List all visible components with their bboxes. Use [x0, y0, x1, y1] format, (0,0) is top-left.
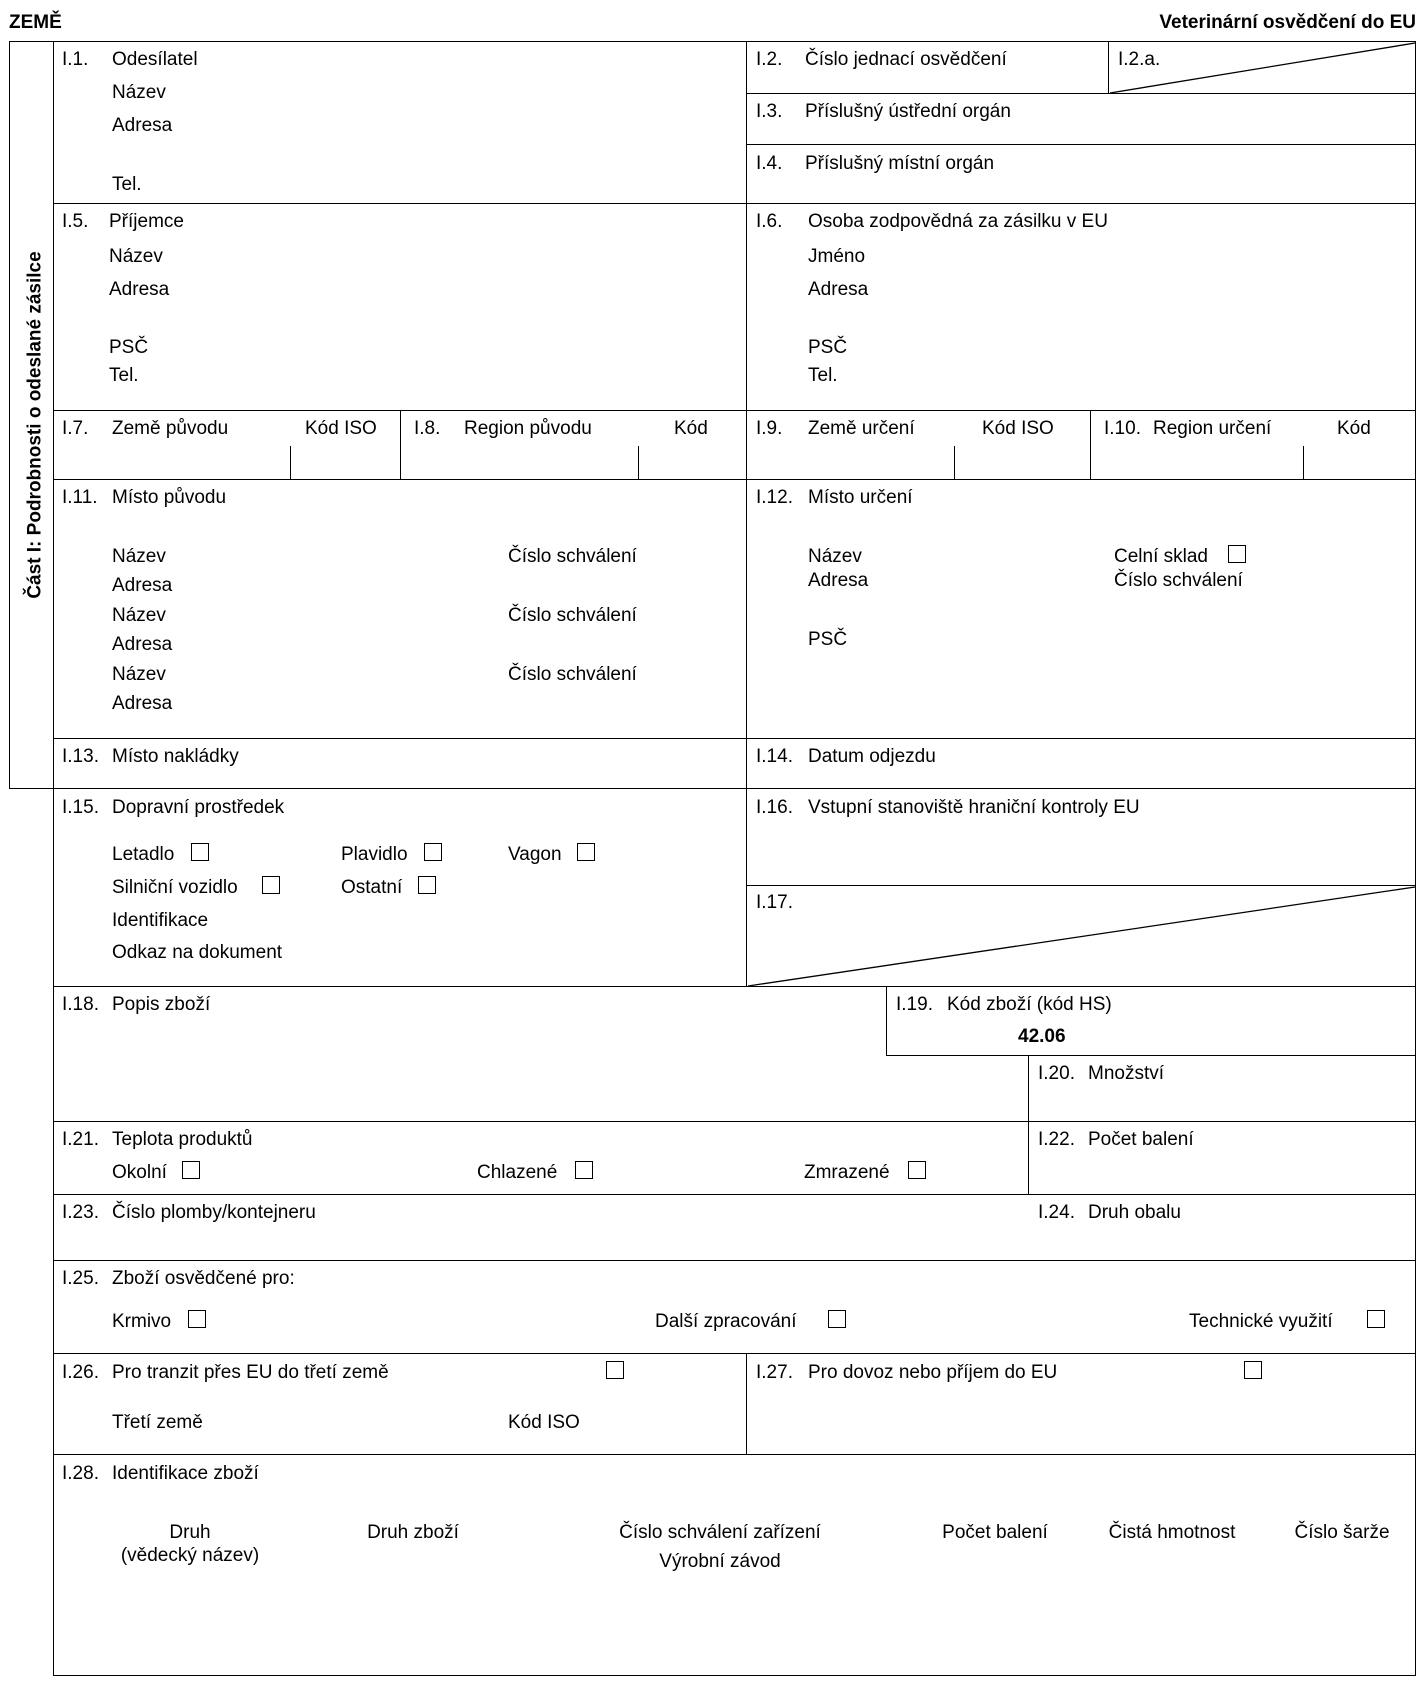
- field-number: I.7.: [62, 418, 89, 439]
- other-transport-label: Ostatní: [341, 877, 403, 898]
- document-reference-label: Odkaz na dokument: [112, 942, 283, 963]
- field-number: I.10.: [1104, 418, 1141, 439]
- country-of-origin-label: Země původu: [112, 418, 229, 439]
- feed-checkbox[interactable]: [188, 1310, 206, 1328]
- name-label: Název: [808, 546, 862, 567]
- seal-container-label: Číslo plomby/kontejneru: [112, 1202, 316, 1223]
- road-vehicle-checkbox[interactable]: [262, 876, 280, 894]
- field-number: I.28.: [62, 1463, 99, 1484]
- field-number-i2a: I.2.a.: [1118, 49, 1161, 70]
- name-label: Název: [112, 664, 166, 685]
- chilled-checkbox[interactable]: [575, 1161, 593, 1179]
- field-number: I.23.: [62, 1202, 99, 1223]
- code-label: Kód: [674, 418, 708, 439]
- ambient-checkbox[interactable]: [182, 1161, 200, 1179]
- iso-code-label: Kód ISO: [508, 1412, 580, 1433]
- local-authority-label: Příslušný místní orgán: [805, 153, 995, 174]
- field-number: I.15.: [62, 797, 99, 818]
- name-label: Název: [112, 82, 166, 103]
- region-of-origin-label: Region původu: [464, 418, 592, 439]
- country-label: ZEMĚ: [9, 12, 62, 33]
- aircraft-checkbox[interactable]: [191, 843, 209, 861]
- consignee-label: Příjemce: [109, 211, 184, 232]
- tel-label: Tel.: [109, 365, 139, 386]
- field-number: I.20.: [1038, 1063, 1075, 1084]
- postcode-label: PSČ: [109, 337, 149, 358]
- column-approval-number: Číslo schválení zařízení: [619, 1522, 821, 1543]
- address-label: Adresa: [112, 693, 173, 714]
- field-number: I.9.: [756, 418, 783, 439]
- chilled-label: Chlazené: [477, 1162, 558, 1183]
- tel-label: Tel.: [112, 174, 142, 195]
- wagon-label: Vagon: [508, 844, 562, 865]
- address-label: Adresa: [112, 115, 173, 136]
- region-of-destination-label: Region určení: [1153, 418, 1272, 439]
- responsible-person-label: Osoba zodpovědná za zásilku v EU: [808, 211, 1108, 232]
- field-number: I.21.: [62, 1129, 99, 1150]
- column-nature-of-commodity: Druh zboží: [367, 1522, 459, 1543]
- further-processing-label: Další zpracování: [655, 1311, 797, 1332]
- address-label: Adresa: [808, 570, 869, 591]
- quantity-label: Množství: [1088, 1063, 1165, 1084]
- address-label: Adresa: [109, 279, 170, 300]
- import-admission-label: Pro dovoz nebo příjem do EU: [808, 1362, 1058, 1383]
- third-country-label: Třetí země: [112, 1412, 203, 1433]
- further-processing-checkbox[interactable]: [828, 1310, 846, 1328]
- commodity-code-label: Kód zboží (kód HS): [947, 994, 1112, 1015]
- address-label: Adresa: [112, 634, 173, 655]
- field-number: I.22.: [1038, 1129, 1075, 1150]
- date-of-departure-label: Datum odjezdu: [808, 746, 936, 767]
- frozen-checkbox[interactable]: [908, 1161, 926, 1179]
- field-number: I.11.: [62, 487, 98, 508]
- number-of-packages-label: Počet balení: [1088, 1129, 1194, 1150]
- customs-warehouse-label: Celní sklad: [1114, 546, 1208, 567]
- field-number: I.27.: [756, 1362, 793, 1383]
- field-number: I.26.: [62, 1362, 99, 1383]
- field-number: I.3.: [756, 101, 783, 122]
- other-transport-checkbox[interactable]: [418, 876, 436, 894]
- central-authority-label: Příslušný ústřední orgán: [805, 101, 1011, 122]
- approval-number-label: Číslo schválení: [508, 664, 637, 685]
- identification-label: Identifikace: [112, 910, 209, 931]
- field-number: I.13.: [62, 746, 99, 767]
- column-net-weight: Čistá hmotnost: [1108, 1522, 1236, 1543]
- temperature-label: Teplota produktů: [112, 1129, 253, 1150]
- type-of-packaging-label: Druh obalu: [1088, 1202, 1181, 1223]
- certified-for-label: Zboží osvědčené pro:: [112, 1268, 295, 1289]
- field-number: I.14.: [756, 746, 793, 767]
- field-number: I.5.: [62, 211, 89, 232]
- certificate-title: Veterinární osvědčení do EU: [1159, 12, 1416, 33]
- column-species: Druh: [169, 1522, 211, 1543]
- tel-label: Tel.: [808, 365, 838, 386]
- column-approval-sub: Výrobní závod: [659, 1551, 781, 1572]
- iso-code-label: Kód ISO: [305, 418, 377, 439]
- field-number: I.2.: [756, 49, 783, 70]
- place-of-destination-label: Místo určení: [808, 487, 913, 508]
- field-number-i17: I.17.: [756, 892, 793, 913]
- wagon-checkbox[interactable]: [577, 843, 595, 861]
- import-admission-checkbox[interactable]: [1244, 1361, 1262, 1379]
- approval-number-label: Číslo schválení: [1114, 570, 1243, 591]
- field-number: I.6.: [756, 211, 783, 232]
- commodity-description-label: Popis zboží: [112, 994, 211, 1015]
- customs-warehouse-checkbox[interactable]: [1228, 545, 1246, 563]
- postcode-label: PSČ: [808, 337, 848, 358]
- field-number: I.25.: [62, 1268, 99, 1289]
- field-number: I.12.: [756, 487, 793, 508]
- name-label: Jméno: [808, 246, 866, 267]
- ambient-label: Okolní: [112, 1162, 167, 1183]
- field-number: I.24.: [1038, 1202, 1075, 1223]
- place-of-loading-label: Místo nakládky: [112, 746, 239, 767]
- transit-label: Pro tranzit přes EU do třetí země: [112, 1362, 389, 1383]
- commodity-code-value: 42.06: [1018, 1026, 1066, 1047]
- code-label: Kód: [1337, 418, 1371, 439]
- field-number: I.1.: [62, 49, 89, 70]
- field-number: I.18.: [62, 994, 99, 1015]
- address-label: Adresa: [808, 279, 869, 300]
- approval-number-label: Číslo schválení: [508, 546, 637, 567]
- column-batch-number: Číslo šarže: [1294, 1522, 1390, 1543]
- border-inspection-post-label: Vstupní stanoviště hraniční kontroly EU: [808, 797, 1140, 818]
- iso-code-label: Kód ISO: [982, 418, 1054, 439]
- postcode-label: PSČ: [808, 629, 848, 650]
- place-of-origin-label: Místo původu: [112, 487, 227, 508]
- name-label: Název: [112, 546, 166, 567]
- road-vehicle-label: Silniční vozidlo: [112, 877, 238, 898]
- technical-use-checkbox[interactable]: [1367, 1310, 1385, 1328]
- column-number-of-packages: Počet balení: [942, 1522, 1048, 1543]
- field-number: I.4.: [756, 153, 783, 174]
- field-number: I.16.: [756, 797, 793, 818]
- field-number: I.8.: [414, 418, 441, 439]
- feed-label: Krmivo: [112, 1311, 172, 1332]
- technical-use-label: Technické využití: [1189, 1311, 1333, 1332]
- aircraft-label: Letadlo: [112, 844, 175, 865]
- frozen-label: Zmrazené: [804, 1162, 890, 1183]
- name-label: Název: [109, 246, 163, 267]
- vessel-label: Plavidlo: [341, 844, 408, 865]
- address-label: Adresa: [112, 575, 173, 596]
- consignor-label: Odesílatel: [112, 49, 198, 70]
- vessel-checkbox[interactable]: [424, 843, 442, 861]
- means-of-transport-label: Dopravní prostředek: [112, 797, 285, 818]
- part-one-label: Část I: Podrobnosti o odeslané zásilce: [24, 251, 46, 599]
- identification-of-commodities-label: Identifikace zboží: [112, 1463, 259, 1484]
- approval-number-label: Číslo schválení: [508, 605, 637, 626]
- name-label: Název: [112, 605, 166, 626]
- transit-checkbox[interactable]: [606, 1361, 624, 1379]
- certificate-reference-label: Číslo jednací osvědčení: [805, 49, 1007, 70]
- column-species-sub: (vědecký název): [120, 1545, 260, 1566]
- field-number: I.19.: [896, 994, 933, 1015]
- country-of-destination-label: Země určení: [808, 418, 915, 439]
